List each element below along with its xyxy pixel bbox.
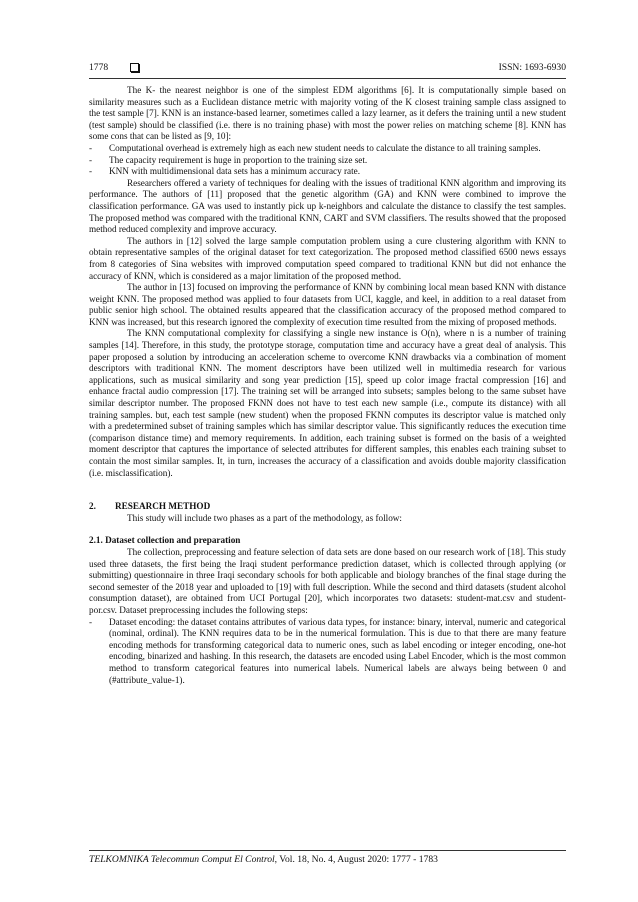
page-number: 1778	[89, 62, 109, 73]
list-item	[89, 617, 566, 687]
section-title: RESEARCH METHOD	[115, 501, 211, 512]
bullet-dash: -	[89, 154, 93, 165]
list-item	[89, 143, 566, 155]
paragraph-cure-clustering: The authors in [12] solved the large sample computation problem using a cure clustering algorithm with KNN to obtain representative samples of the original dataset for text categorization. The proposed method classified 6500 news essays from 8 categories of Sina websites with improved computation speed compared to traditional KNN but did not enhance the accuracy of KNN, which is considered as a major limitation of the proposed method.	[89, 235, 566, 281]
issn-label: ISSN: 1693-6930	[498, 62, 566, 73]
page-header	[89, 62, 566, 76]
paragraph-knn-intro: The K- the nearest neighbor is one of the simplest EDM algorithms [6]. It is computationally simple based on similarity measures such as a Euclidean distance metric with majority voting of the K closest training sample class assigned to the test sample [7]. KNN is an instance-based learner, sometimes called a lazy learner, as it defers the training until a new student (test sample) should be classified (i.e. there is no training phase) with most the power relies on matching scheme [8]. KNN has some cons that can be listed as [9, 10]:	[89, 85, 566, 142]
square-icon	[130, 63, 139, 72]
article-body	[89, 85, 566, 686]
paragraph-ga-knn: Researchers offered a variety of techniques for dealing with the issues of traditional KNN algorithm and improving its performance. The authors of [11] proposed that the genetic algorithm (GA) and KNN were combined to improve the classification performance. GA was used to instantly pick up k-neighbors and calculate the distance to classify the test samples. The proposed method was compared with the traditional KNN, CART and SVM classifiers. The results showed that the proposed method reduced complexity and improve accuracy.	[89, 177, 566, 235]
paragraph-complexity: The KNN computational complexity for classifying a single new instance is O(n), where n is a number of training samples [14]. Therefore, in this study, the prototype storage, computation time and accuracy have a great deal of analysis. This paper proposed a solution by introducing an acceleration scheme to overcome KNN drawbacks via a combination of moment descriptors with traditional KNN. The moment descriptors have been utilized well in multimedia research for various applications, such as musical similarity and song year prediction [15], speed up color image fractal compression [16] and enhance fractal audio compression [17]. The training set will be arranged into subsets; samples belong to the same subset have similar descriptor number. The proposed FKNN does not have to test each new sample (i.e., compute its distance) with all training samples. but, each test sample (new student) when the proposed FKNN computes its descriptor value is matched only with a predetermined subset of training samples which has similar descriptor value. This significantly reduces the execution time (comparison distance time) and memory requirements. In addition, each training subset is formed on the basis of a weighted moment descriptor that captures the importance of selected attributes for different samples, this enables each training subset to contain the most similar samples. It, in turn, increases the accuracy of a classification and avoids double majority classification (i.e. misclassification).	[89, 328, 566, 478]
bullet-dash: -	[89, 142, 93, 153]
journal-name: TELKOMNIKA Telecommun Comput El Control	[89, 854, 275, 865]
subsection-heading: 2.1. Dataset collection and preparation	[89, 535, 241, 546]
list-item	[89, 166, 566, 178]
paragraph-dataset: The collection, preprocessing and feature selection of data sets are done based on our research work of [18]. This study used three datasets, the first being the Iraqi student performance prediction dataset, which is collected through applying (or submitting) questionnaire in three Iraqi secondary schools for both applicable and biology branches of the final stage during the second semester of the 2018 year and uploaded to [19] with full description. While the second and third datasets (student alcohol consumption dataset), are obtained from UCI Portugal [20], which incorporates two datasets: student-mat.csv and student-por.csv. Dataset preprocessing includes the following steps:	[89, 546, 566, 615]
bullet-dash: -	[89, 616, 93, 627]
list-item	[89, 155, 566, 167]
list-item-text: KNN with multidimensional data sets has a minimum accuracy rate.	[109, 166, 361, 177]
section-number: 2.	[89, 501, 96, 512]
journal-details: , Vol. 18, No. 4, August 2020: 1777 - 1783	[274, 854, 438, 865]
bullet-dash: -	[89, 166, 93, 177]
header-rule	[89, 78, 566, 79]
list-item-text: Dataset encoding: the dataset contains attributes of various data types, for instance: binary, interval, numeric and categorical (nominal, ordinal). The KNN requires data to be in the numerical formulation. This is due to that there are many feature encoding methods for transforming categorical data to numeric ones, such as label encoding or integer encoding, one-hot encoding, binarized and hashing. In this research, the datasets are encoded using Label Encoder, which is the most common method to transform categorical features into numerical labels. Numerical labels are always being between 0 and (#attribute_value-1).	[109, 616, 566, 685]
paragraph-local-mean: The author in [13] focused on improving the performance of KNN by combining local mean based KNN with distance weight KNN. The proposed method was applied to four datasets from UCI, kaggle, and keel, in addition to a real dataset from public senior high school. The obtained results appeared that the classification accuracy of the proposed method compared to KNN was increased, but this research ignored the complexity of execution time resulted from the mixing of proposed methods.	[89, 282, 566, 327]
list-item-text: Computational overhead is extremely high as each new student needs to calculate the distance to all training samples.	[109, 142, 541, 153]
page-footer	[89, 850, 566, 865]
list-item-text: The capacity requirement is huge in proportion to the training size set.	[109, 154, 368, 165]
paragraph-method-intro: This study will include two phases as a part of the methodology, as follow:	[127, 512, 402, 523]
section-heading	[89, 501, 566, 513]
